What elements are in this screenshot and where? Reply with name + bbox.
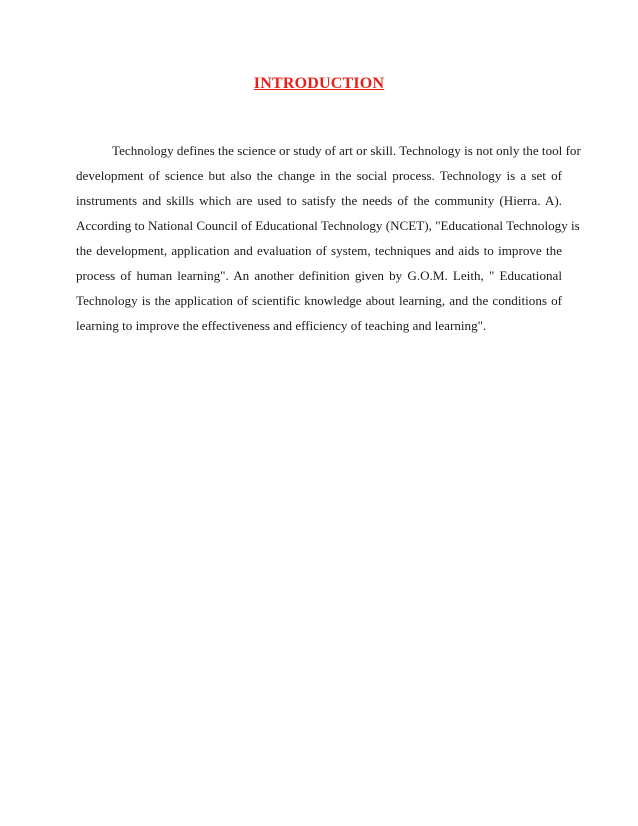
paragraph-line: instruments and skills which are used to satisfy the needs of the community (Hierra. A). [76, 193, 562, 208]
intro-paragraph [76, 138, 581, 338]
paragraph-line: Technology defines the science or study of art or skill. Technology is not only the tool for [112, 143, 581, 158]
paragraph-line: learning to improve the effectiveness and efficiency of teaching and learning". [76, 318, 487, 333]
paragraph-line: Technology is the application of scientific knowledge about learning, and the conditions of [76, 293, 562, 308]
page-heading: INTRODUCTION [253, 75, 385, 92]
paragraph-line: development of science but also the change in the social process. Technology is a set of [76, 168, 562, 183]
paragraph-line: the development, application and evaluation of system, techniques and aids to improve the [76, 243, 562, 258]
paragraph-line: According to National Council of Educational Technology (NCET), "Educational Technology is [76, 218, 580, 233]
paragraph-line: process of human learning". An another definition given by G.O.M. Leith, " Educational [76, 268, 562, 283]
